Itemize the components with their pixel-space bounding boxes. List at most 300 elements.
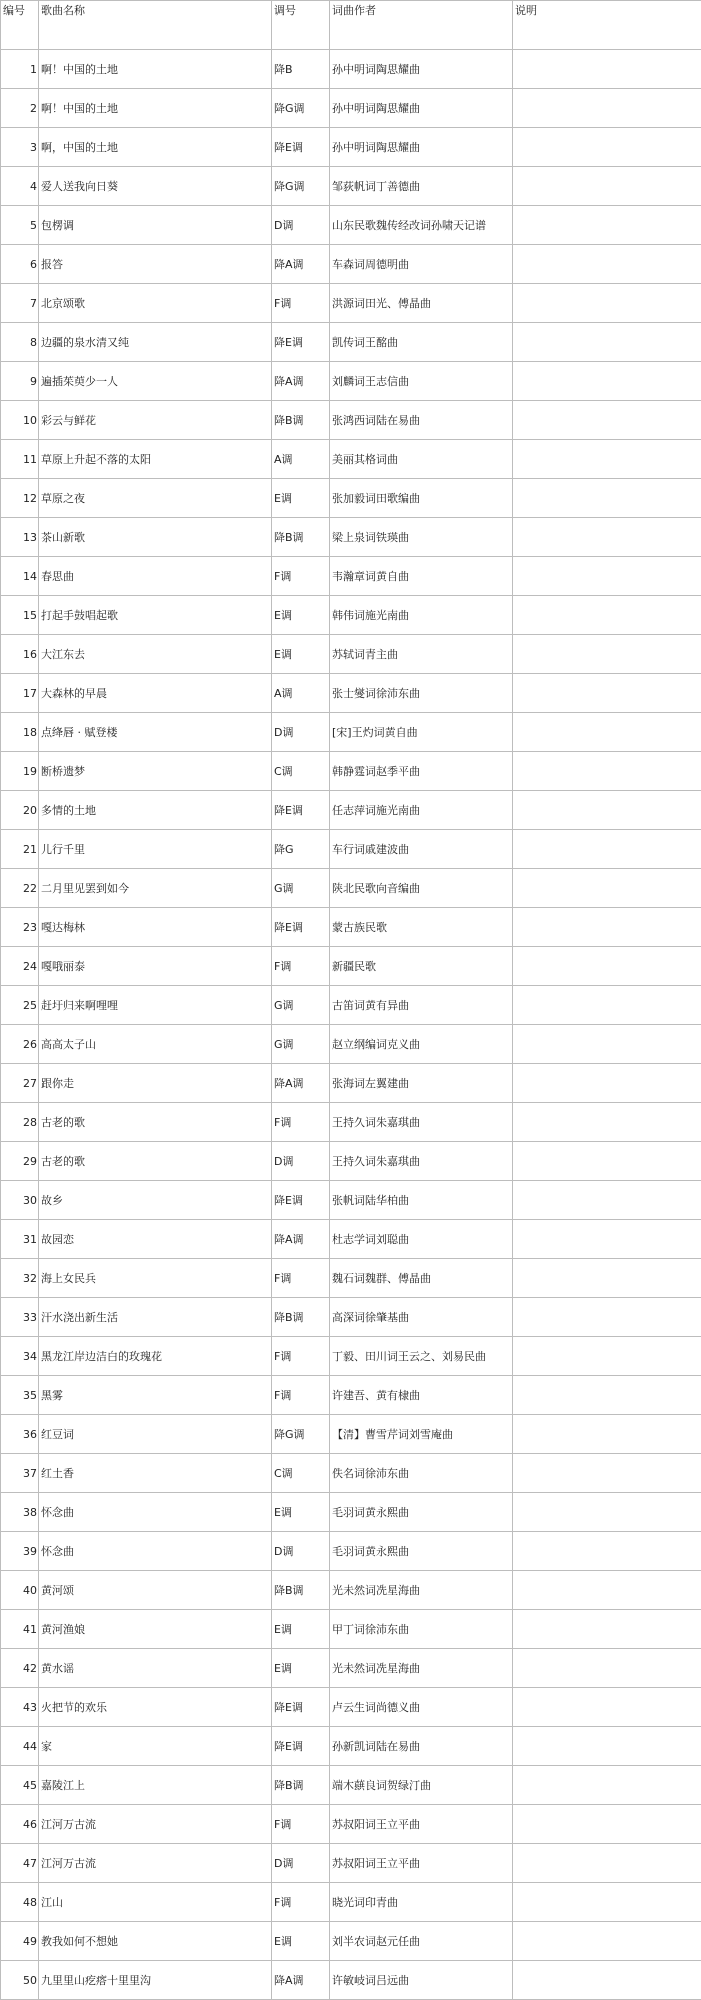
cell-author: 任志萍词施光南曲 — [330, 791, 513, 830]
cell-number: 6 — [1, 245, 39, 284]
cell-number: 32 — [1, 1259, 39, 1298]
cell-author: 刘麟词王志信曲 — [330, 362, 513, 401]
cell-author: 梁上泉词铁瑛曲 — [330, 518, 513, 557]
cell-number: 36 — [1, 1415, 39, 1454]
cell-note — [513, 1649, 701, 1688]
cell-number: 47 — [1, 1844, 39, 1883]
cell-author: 杜志学词刘聪曲 — [330, 1220, 513, 1259]
cell-song-title: 火把节的欢乐 — [39, 1688, 272, 1727]
table-row — [1, 1454, 701, 1493]
cell-number: 28 — [1, 1103, 39, 1142]
cell-number: 26 — [1, 1025, 39, 1064]
cell-author: 韦瀚章词黄自曲 — [330, 557, 513, 596]
table-row — [1, 1766, 701, 1805]
table-row — [1, 1961, 701, 2000]
cell-note — [513, 1415, 701, 1454]
cell-note — [513, 908, 701, 947]
cell-number: 4 — [1, 167, 39, 206]
cell-author: 张帆词陆华柏曲 — [330, 1181, 513, 1220]
cell-note — [513, 1844, 701, 1883]
cell-number: 27 — [1, 1064, 39, 1103]
table-row — [1, 1376, 701, 1415]
cell-number: 35 — [1, 1376, 39, 1415]
cell-number: 7 — [1, 284, 39, 323]
cell-song-title: 啊！中国的土地 — [39, 50, 272, 89]
cell-number: 3 — [1, 128, 39, 167]
cell-author: 高深词徐肇基曲 — [330, 1298, 513, 1337]
cell-song-title: 古老的歌 — [39, 1142, 272, 1181]
cell-key: F调 — [272, 557, 330, 596]
cell-number: 21 — [1, 830, 39, 869]
cell-key: F调 — [272, 1337, 330, 1376]
cell-author: 韩伟词施光南曲 — [330, 596, 513, 635]
cell-key: 降A调 — [272, 245, 330, 284]
cell-author: 毛羽词黄永熙曲 — [330, 1493, 513, 1532]
cell-author: 韩静霆词赵季平曲 — [330, 752, 513, 791]
cell-key: 降B调 — [272, 518, 330, 557]
cell-key: F调 — [272, 1376, 330, 1415]
cell-number: 48 — [1, 1883, 39, 1922]
cell-author: 孙中明词陶思耀曲 — [330, 128, 513, 167]
cell-note — [513, 89, 701, 128]
cell-number: 2 — [1, 89, 39, 128]
cell-song-title: 家 — [39, 1727, 272, 1766]
cell-song-title: 啊！中国的土地 — [39, 89, 272, 128]
cell-note — [513, 518, 701, 557]
cell-author: 孙新凯词陆在易曲 — [330, 1727, 513, 1766]
cell-note — [513, 1103, 701, 1142]
cell-key: 降E调 — [272, 323, 330, 362]
table-header — [1, 1, 701, 50]
cell-song-title: 江河万古流 — [39, 1844, 272, 1883]
cell-author: 丁毅、田川词王云之、刘易民曲 — [330, 1337, 513, 1376]
cell-number: 34 — [1, 1337, 39, 1376]
cell-author: 苏轼词青主曲 — [330, 635, 513, 674]
table-row — [1, 1688, 701, 1727]
table-row — [1, 50, 701, 89]
cell-note — [513, 1142, 701, 1181]
cell-note — [513, 128, 701, 167]
cell-key: A调 — [272, 440, 330, 479]
cell-note — [513, 1805, 701, 1844]
cell-number: 43 — [1, 1688, 39, 1727]
cell-note — [513, 830, 701, 869]
cell-note — [513, 167, 701, 206]
cell-note — [513, 1610, 701, 1649]
cell-note — [513, 1961, 701, 2000]
cell-key: 降E调 — [272, 1688, 330, 1727]
cell-number: 14 — [1, 557, 39, 596]
cell-key: 降G — [272, 830, 330, 869]
cell-song-title: 故乡 — [39, 1181, 272, 1220]
cell-note — [513, 986, 701, 1025]
cell-note — [513, 1376, 701, 1415]
cell-note — [513, 206, 701, 245]
table-row — [1, 1298, 701, 1337]
cell-key: 降B调 — [272, 401, 330, 440]
cell-song-title: 点绛唇 · 赋登楼 — [39, 713, 272, 752]
cell-key: 降A调 — [272, 1961, 330, 2000]
cell-note — [513, 1688, 701, 1727]
table-row — [1, 323, 701, 362]
table-row — [1, 167, 701, 206]
cell-song-title: 茶山新歌 — [39, 518, 272, 557]
table-row — [1, 440, 701, 479]
cell-number: 15 — [1, 596, 39, 635]
cell-song-title: 红豆词 — [39, 1415, 272, 1454]
cell-key: F调 — [272, 1259, 330, 1298]
cell-song-title: 故园恋 — [39, 1220, 272, 1259]
cell-note — [513, 1766, 701, 1805]
cell-number: 41 — [1, 1610, 39, 1649]
cell-key: G调 — [272, 1025, 330, 1064]
cell-note — [513, 674, 701, 713]
cell-number: 42 — [1, 1649, 39, 1688]
cell-note — [513, 869, 701, 908]
cell-number: 50 — [1, 1961, 39, 2000]
cell-song-title: 边疆的泉水清又纯 — [39, 323, 272, 362]
cell-author: 王持久词朱嘉琪曲 — [330, 1142, 513, 1181]
cell-key: F调 — [272, 947, 330, 986]
cell-number: 38 — [1, 1493, 39, 1532]
cell-song-title: 跟你走 — [39, 1064, 272, 1103]
table-row — [1, 89, 701, 128]
cell-note — [513, 1532, 701, 1571]
cell-key: E调 — [272, 479, 330, 518]
cell-key: A调 — [272, 674, 330, 713]
cell-song-title: 怀念曲 — [39, 1493, 272, 1532]
cell-author: 张海词左翼建曲 — [330, 1064, 513, 1103]
cell-key: G调 — [272, 986, 330, 1025]
cell-number: 13 — [1, 518, 39, 557]
cell-song-title: 北京颂歌 — [39, 284, 272, 323]
table-row — [1, 206, 701, 245]
cell-author: 王持久词朱嘉琪曲 — [330, 1103, 513, 1142]
table-row — [1, 1415, 701, 1454]
cell-key: D调 — [272, 1844, 330, 1883]
cell-song-title: 九里里山疙瘩十里里沟 — [39, 1961, 272, 2000]
cell-author: 美丽其格词曲 — [330, 440, 513, 479]
cell-number: 24 — [1, 947, 39, 986]
cell-author: 张士燮词徐沛东曲 — [330, 674, 513, 713]
cell-note — [513, 791, 701, 830]
table-row — [1, 1844, 701, 1883]
cell-key: G调 — [272, 869, 330, 908]
cell-number: 16 — [1, 635, 39, 674]
cell-note — [513, 557, 701, 596]
cell-key: 降E调 — [272, 1181, 330, 1220]
cell-song-title: 报答 — [39, 245, 272, 284]
cell-number: 12 — [1, 479, 39, 518]
table-row — [1, 1493, 701, 1532]
cell-note — [513, 1727, 701, 1766]
cell-author: 陕北民歌向音编曲 — [330, 869, 513, 908]
table-row — [1, 362, 701, 401]
cell-number: 46 — [1, 1805, 39, 1844]
header-song-title: 歌曲名称 — [39, 1, 272, 50]
cell-author: 古笛词黄有异曲 — [330, 986, 513, 1025]
cell-number: 39 — [1, 1532, 39, 1571]
table-row — [1, 830, 701, 869]
cell-author: 刘半农词赵元任曲 — [330, 1922, 513, 1961]
cell-author: 张鸿西词陆在易曲 — [330, 401, 513, 440]
cell-note — [513, 50, 701, 89]
table-row — [1, 1259, 701, 1298]
table-row — [1, 1805, 701, 1844]
cell-number: 11 — [1, 440, 39, 479]
table-row — [1, 1220, 701, 1259]
table-row — [1, 635, 701, 674]
cell-number: 49 — [1, 1922, 39, 1961]
cell-author: 车森词周德明曲 — [330, 245, 513, 284]
cell-number: 25 — [1, 986, 39, 1025]
table-row — [1, 1181, 701, 1220]
cell-author: 苏叔阳词王立平曲 — [330, 1805, 513, 1844]
cell-key: 降A调 — [272, 1064, 330, 1103]
cell-song-title: 黄水谣 — [39, 1649, 272, 1688]
cell-note — [513, 752, 701, 791]
cell-author: 甲丁词徐沛东曲 — [330, 1610, 513, 1649]
cell-author: 车行词戚建波曲 — [330, 830, 513, 869]
cell-number: 45 — [1, 1766, 39, 1805]
cell-note — [513, 1493, 701, 1532]
cell-note — [513, 1025, 701, 1064]
table-body — [1, 50, 701, 2000]
cell-song-title: 多情的土地 — [39, 791, 272, 830]
cell-number: 37 — [1, 1454, 39, 1493]
cell-song-title: 黄河渔娘 — [39, 1610, 272, 1649]
table-row — [1, 791, 701, 830]
table-row — [1, 1337, 701, 1376]
cell-number: 1 — [1, 50, 39, 89]
cell-number: 33 — [1, 1298, 39, 1337]
cell-author: 孙中明词陶思耀曲 — [330, 50, 513, 89]
cell-song-title: 爱人送我向日葵 — [39, 167, 272, 206]
cell-key: D调 — [272, 713, 330, 752]
table-row — [1, 1103, 701, 1142]
cell-note — [513, 1337, 701, 1376]
cell-song-title: 春思曲 — [39, 557, 272, 596]
cell-author: 赵立纲编词克义曲 — [330, 1025, 513, 1064]
table-row — [1, 1610, 701, 1649]
cell-number: 8 — [1, 323, 39, 362]
cell-song-title: 草原上升起不落的太阳 — [39, 440, 272, 479]
cell-song-title: 高高太子山 — [39, 1025, 272, 1064]
cell-song-title: 海上女民兵 — [39, 1259, 272, 1298]
cell-key: 降G调 — [272, 1415, 330, 1454]
cell-number: 40 — [1, 1571, 39, 1610]
cell-key: 降A调 — [272, 1220, 330, 1259]
cell-number: 23 — [1, 908, 39, 947]
cell-number: 22 — [1, 869, 39, 908]
cell-author: 佚名词徐沛东曲 — [330, 1454, 513, 1493]
cell-song-title: 草原之夜 — [39, 479, 272, 518]
table-row — [1, 479, 701, 518]
table-row — [1, 713, 701, 752]
cell-author: 许敏岐词吕远曲 — [330, 1961, 513, 2000]
cell-number: 29 — [1, 1142, 39, 1181]
cell-song-title: 汗水浇出新生活 — [39, 1298, 272, 1337]
table-row — [1, 1532, 701, 1571]
cell-song-title: 古老的歌 — [39, 1103, 272, 1142]
cell-song-title: 啊，中国的土地 — [39, 128, 272, 167]
cell-song-title: 教我如何不想她 — [39, 1922, 272, 1961]
cell-key: C调 — [272, 752, 330, 791]
cell-note — [513, 1571, 701, 1610]
cell-note — [513, 1298, 701, 1337]
cell-song-title: 二月里见罢到如今 — [39, 869, 272, 908]
cell-author: 蒙古族民歌 — [330, 908, 513, 947]
cell-author: 光未然词冼星海曲 — [330, 1571, 513, 1610]
table-row — [1, 1064, 701, 1103]
table-row — [1, 908, 701, 947]
cell-song-title: 遍插茱萸少一人 — [39, 362, 272, 401]
table-row — [1, 1727, 701, 1766]
cell-author: 山东民歌魏传经改词孙啸天记谱 — [330, 206, 513, 245]
header-row — [1, 1, 701, 50]
cell-key: F调 — [272, 1883, 330, 1922]
cell-key: 降E调 — [272, 908, 330, 947]
cell-number: 20 — [1, 791, 39, 830]
cell-note — [513, 713, 701, 752]
cell-song-title: 黑雾 — [39, 1376, 272, 1415]
cell-song-title: 江河万古流 — [39, 1805, 272, 1844]
table-row — [1, 557, 701, 596]
cell-key: 降A调 — [272, 362, 330, 401]
cell-note — [513, 1064, 701, 1103]
header-note: 说明 — [513, 1, 701, 50]
cell-key: E调 — [272, 1649, 330, 1688]
table-row — [1, 596, 701, 635]
table-row — [1, 1025, 701, 1064]
cell-song-title: 怀念曲 — [39, 1532, 272, 1571]
cell-key: 降B调 — [272, 1571, 330, 1610]
cell-note — [513, 1259, 701, 1298]
cell-song-title: 黄河颂 — [39, 1571, 272, 1610]
cell-author: 洪源词田光、傅晶曲 — [330, 284, 513, 323]
cell-note — [513, 284, 701, 323]
cell-number: 31 — [1, 1220, 39, 1259]
cell-song-title: 大江东去 — [39, 635, 272, 674]
table-row — [1, 869, 701, 908]
cell-number: 5 — [1, 206, 39, 245]
cell-author: 苏叔阳词王立平曲 — [330, 1844, 513, 1883]
cell-number: 18 — [1, 713, 39, 752]
header-author: 词曲作者 — [330, 1, 513, 50]
cell-key: 降E调 — [272, 791, 330, 830]
cell-note — [513, 1220, 701, 1259]
table-row — [1, 1142, 701, 1181]
cell-song-title: 彩云与鲜花 — [39, 401, 272, 440]
table-row — [1, 947, 701, 986]
cell-song-title: 嘎哦丽泰 — [39, 947, 272, 986]
cell-number: 19 — [1, 752, 39, 791]
cell-number: 17 — [1, 674, 39, 713]
cell-key: 降B调 — [272, 1766, 330, 1805]
cell-author: 卢云生词尚德义曲 — [330, 1688, 513, 1727]
table-row — [1, 1571, 701, 1610]
cell-number: 9 — [1, 362, 39, 401]
cell-note — [513, 596, 701, 635]
cell-note — [513, 1922, 701, 1961]
header-number: 编号 — [1, 1, 39, 50]
table-row — [1, 752, 701, 791]
cell-note — [513, 947, 701, 986]
cell-note — [513, 245, 701, 284]
table-row — [1, 1883, 701, 1922]
cell-note — [513, 1454, 701, 1493]
cell-note — [513, 440, 701, 479]
cell-author: 新疆民歌 — [330, 947, 513, 986]
cell-key: F调 — [272, 1103, 330, 1142]
cell-song-title: 赶圩归来啊哩哩 — [39, 986, 272, 1025]
table-row — [1, 1649, 701, 1688]
cell-key: 降B — [272, 50, 330, 89]
cell-song-title: 断桥遗梦 — [39, 752, 272, 791]
table-row — [1, 674, 701, 713]
cell-author: 端木蕻良词贺绿汀曲 — [330, 1766, 513, 1805]
cell-note — [513, 401, 701, 440]
cell-song-title: 打起手鼓唱起歌 — [39, 596, 272, 635]
cell-key: 降B调 — [272, 1298, 330, 1337]
table-row — [1, 128, 701, 167]
cell-key: E调 — [272, 1610, 330, 1649]
cell-note — [513, 1181, 701, 1220]
cell-key: 降G调 — [272, 167, 330, 206]
table-row — [1, 284, 701, 323]
cell-number: 10 — [1, 401, 39, 440]
cell-key: D调 — [272, 1532, 330, 1571]
table-row — [1, 518, 701, 557]
table-row — [1, 245, 701, 284]
cell-author: 许建吾、黄有棣曲 — [330, 1376, 513, 1415]
cell-author: 张加毅词田歌编曲 — [330, 479, 513, 518]
cell-author: 晓光词印青曲 — [330, 1883, 513, 1922]
cell-note — [513, 323, 701, 362]
cell-number: 44 — [1, 1727, 39, 1766]
cell-note — [513, 479, 701, 518]
cell-author: 凯传词王酩曲 — [330, 323, 513, 362]
table-row — [1, 986, 701, 1025]
cell-key: E调 — [272, 596, 330, 635]
cell-note — [513, 1883, 701, 1922]
cell-author: [宋]王灼词黄自曲 — [330, 713, 513, 752]
cell-key: 降G调 — [272, 89, 330, 128]
cell-note — [513, 362, 701, 401]
header-key: 调号 — [272, 1, 330, 50]
cell-author: 光未然词冼星海曲 — [330, 1649, 513, 1688]
cell-key: F调 — [272, 284, 330, 323]
cell-song-title: 包楞调 — [39, 206, 272, 245]
cell-key: D调 — [272, 1142, 330, 1181]
table-row — [1, 1922, 701, 1961]
cell-key: E调 — [272, 1922, 330, 1961]
cell-author: 孙中明词陶思耀曲 — [330, 89, 513, 128]
cell-key: D调 — [272, 206, 330, 245]
cell-song-title: 大森林的早晨 — [39, 674, 272, 713]
cell-key: F调 — [272, 1805, 330, 1844]
cell-author: 【清】曹雪芹词刘雪庵曲 — [330, 1415, 513, 1454]
cell-number: 30 — [1, 1181, 39, 1220]
cell-key: 降E调 — [272, 1727, 330, 1766]
cell-song-title: 嘎达梅林 — [39, 908, 272, 947]
cell-song-title: 嘉陵江上 — [39, 1766, 272, 1805]
cell-key: C调 — [272, 1454, 330, 1493]
cell-key: E调 — [272, 1493, 330, 1532]
table-row — [1, 401, 701, 440]
cell-author: 毛羽词黄永熙曲 — [330, 1532, 513, 1571]
cell-author: 魏石词魏群、傅晶曲 — [330, 1259, 513, 1298]
